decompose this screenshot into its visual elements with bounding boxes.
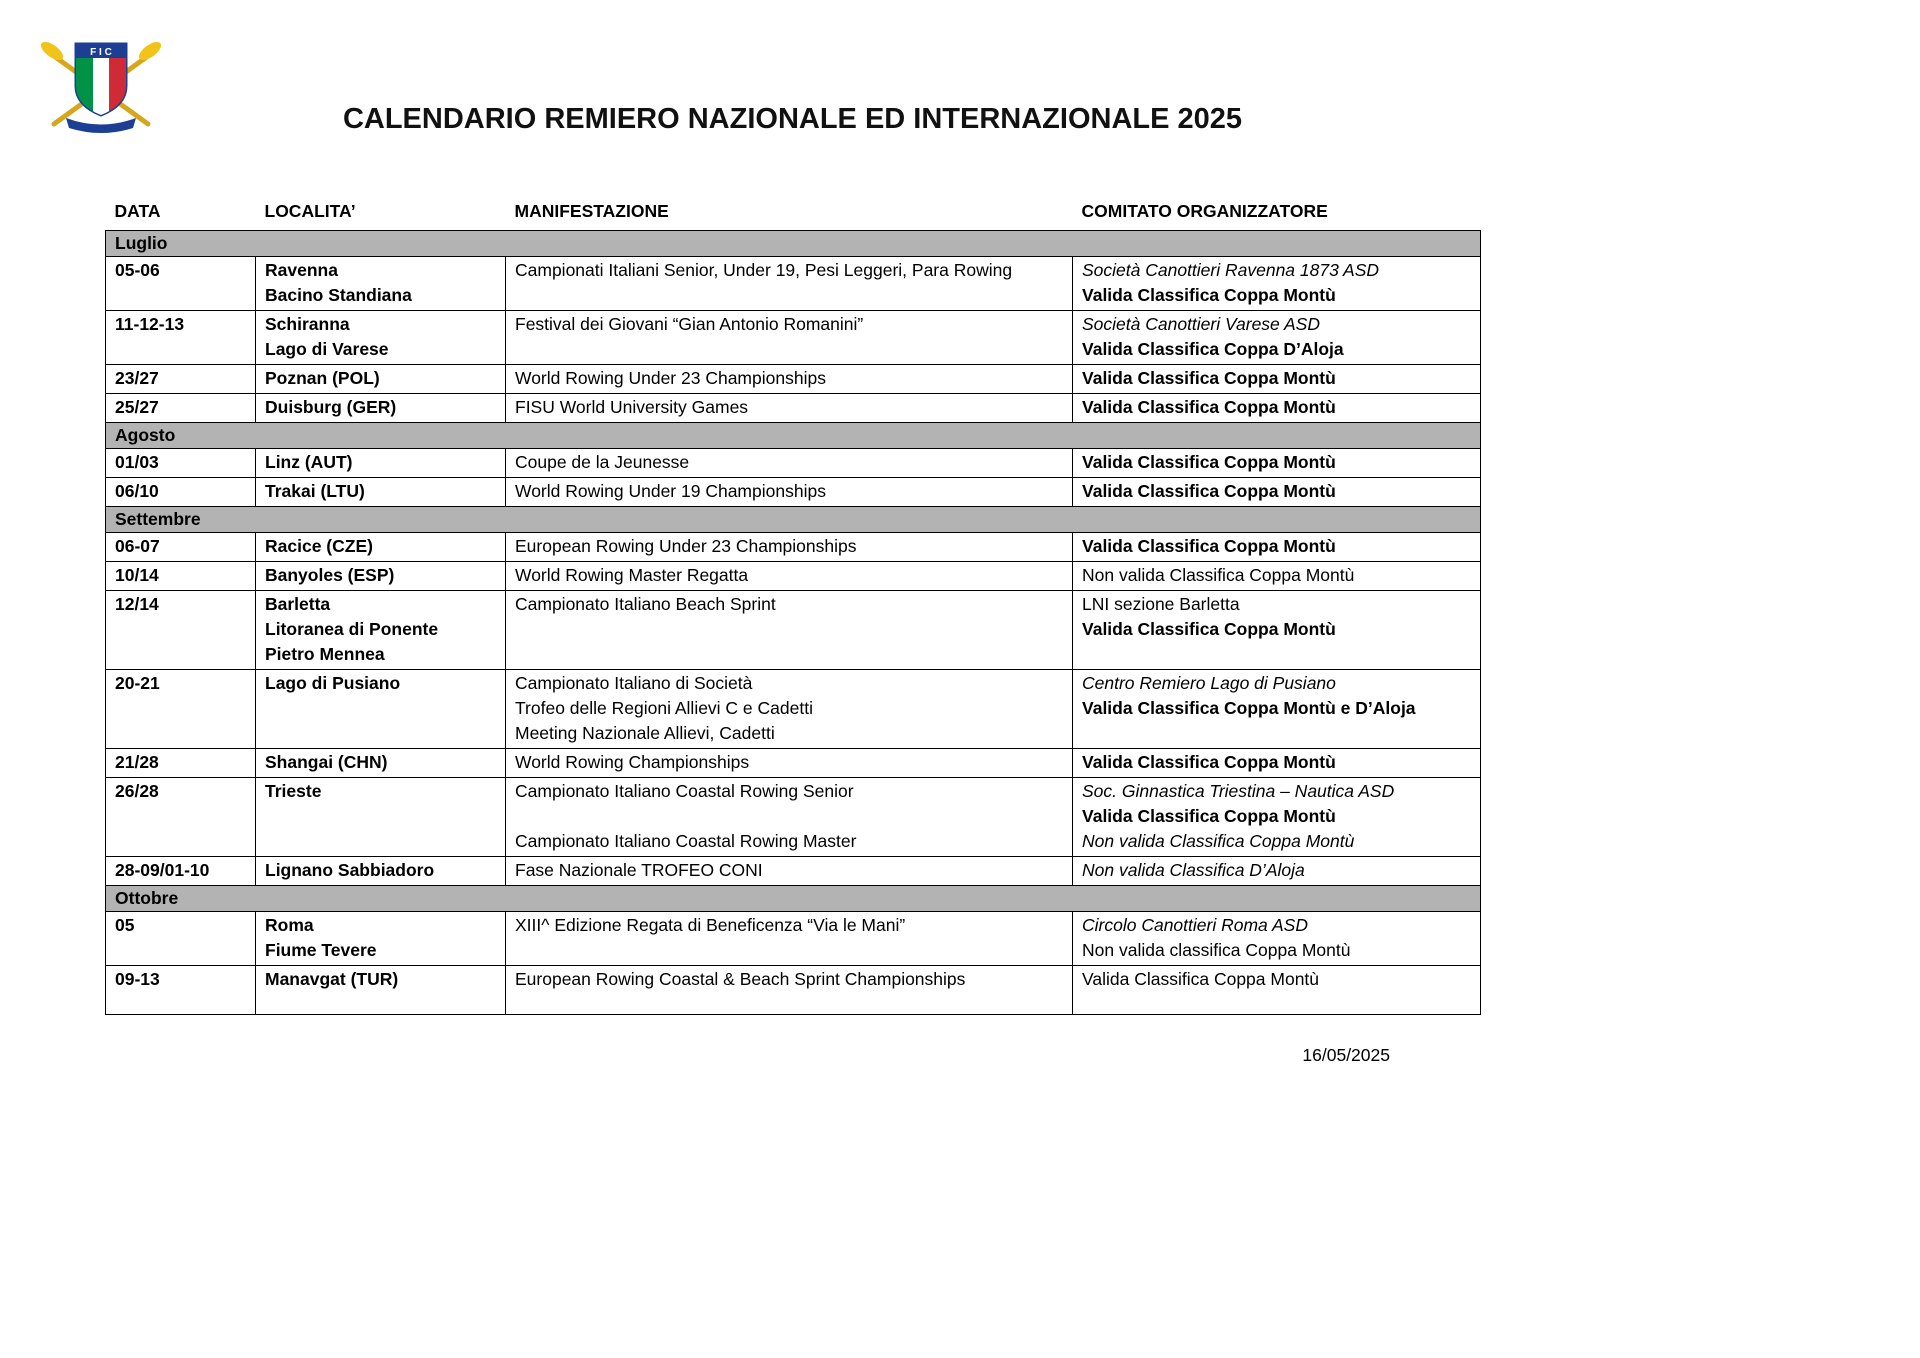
- cell-line: Festival dei Giovani “Gian Antonio Romanini”: [515, 314, 864, 334]
- cell-data: [106, 670, 256, 749]
- cell-manifestazione: [506, 778, 1073, 857]
- cell-data: [106, 562, 256, 591]
- cell-comitato: [1073, 591, 1481, 670]
- cell-line: Lago di Varese: [265, 339, 389, 359]
- cell-manifestazione: [506, 311, 1073, 365]
- footer-date: 16/05/2025: [1302, 1045, 1390, 1065]
- cell-manifestazione: [506, 533, 1073, 562]
- cell-localita: [256, 257, 506, 311]
- cell-line: Lignano Sabbiadoro: [265, 860, 435, 880]
- cell-line: Non valida Classifica D’Aloja: [1082, 860, 1305, 880]
- cell-line: Valida Classifica Coppa Montù: [1082, 397, 1336, 417]
- cell-data: [106, 478, 256, 507]
- cell-line: 09-13: [115, 969, 160, 989]
- cell-line: Valida Classifica Coppa Montù: [1082, 536, 1336, 556]
- cell-localita: [256, 394, 506, 423]
- cell-line: Valida Classifica Coppa Montù: [1082, 285, 1336, 305]
- cell-line: 20-21: [115, 673, 160, 693]
- table-row: [106, 449, 1481, 478]
- cell-line: European Rowing Coastal & Beach Sprint Championships: [515, 969, 966, 989]
- cell-line: World Rowing Under 23 Championships: [515, 368, 826, 388]
- cell-line: Fiume Tevere: [265, 940, 377, 960]
- cell-line: 21/28: [115, 752, 159, 772]
- cell-localita: [256, 857, 506, 886]
- cell-manifestazione: [506, 912, 1073, 966]
- cell-line: Fase Nazionale TROFEO CONI: [515, 860, 763, 880]
- cell-line: Valida Classifica Coppa Montù: [1082, 481, 1336, 501]
- cell-line: 05: [115, 915, 135, 935]
- cell-localita: [256, 365, 506, 394]
- cell-line: Coupe de la Jeunesse: [515, 452, 690, 472]
- cell-data: [106, 533, 256, 562]
- cell-manifestazione: [506, 449, 1073, 478]
- month-label: Settembre: [106, 507, 1481, 533]
- cell-localita: [256, 533, 506, 562]
- cell-manifestazione: [506, 966, 1073, 1015]
- cell-line: 06/10: [115, 481, 159, 501]
- cell-line: 06-07: [115, 536, 160, 556]
- cell-line: Valida Classifica Coppa Montù: [1082, 806, 1336, 826]
- cell-line: 25/27: [115, 397, 159, 417]
- cell-line: Linz (AUT): [265, 452, 353, 472]
- cell-manifestazione: [506, 562, 1073, 591]
- table-row: [106, 394, 1481, 423]
- cell-data: [106, 311, 256, 365]
- table-header-row: [106, 199, 1481, 231]
- logo-acronym: F I C: [90, 47, 112, 58]
- cell-line: Non valida Classifica Coppa Montù: [1082, 565, 1355, 585]
- cell-line: Manavgat (TUR): [265, 969, 399, 989]
- cell-comitato: [1073, 966, 1481, 1015]
- cell-line: 12/14: [115, 594, 159, 614]
- cell-comitato: [1073, 365, 1481, 394]
- month-row: [106, 886, 1481, 912]
- cell-line: 26/28: [115, 781, 159, 801]
- cell-line: Litoranea di Ponente: [265, 619, 439, 639]
- cell-manifestazione: [506, 591, 1073, 670]
- cell-line: LNI sezione Barletta: [1082, 594, 1240, 614]
- cell-data: [106, 365, 256, 394]
- cell-line: Meeting Nazionale Allievi, Cadetti: [515, 723, 775, 743]
- cell-data: [106, 912, 256, 966]
- cell-line: Soc. Ginnastica Triestina – Nautica ASD: [1082, 781, 1395, 801]
- cell-data: [106, 966, 256, 1015]
- cell-line: Circolo Canottieri Roma ASD: [1082, 915, 1308, 935]
- cell-line: Campionato Italiano Coastal Rowing Senior: [515, 781, 854, 801]
- cell-line: 28-09/01-10: [115, 860, 210, 880]
- cell-localita: [256, 449, 506, 478]
- calendar-table: [105, 199, 1481, 1015]
- cell-comitato: [1073, 394, 1481, 423]
- cell-data: [106, 257, 256, 311]
- cell-line: Trakai (LTU): [265, 481, 365, 501]
- cell-comitato: [1073, 478, 1481, 507]
- table-row: [106, 778, 1481, 857]
- cell-line: [515, 804, 1063, 829]
- cell-line: Non valida classifica Coppa Montù: [1082, 940, 1351, 960]
- column-header-comitato: COMITATO ORGANIZZATORE: [1081, 201, 1328, 221]
- cell-line: Centro Remiero Lago di Pusiano: [1082, 673, 1336, 693]
- document-content: [105, 0, 1480, 1066]
- cell-manifestazione: [506, 857, 1073, 886]
- cell-line: FISU World University Games: [515, 397, 749, 417]
- cell-line: Società Canottieri Ravenna 1873 ASD: [1082, 260, 1380, 280]
- cell-line: Valida Classifica Coppa Montù: [1082, 368, 1336, 388]
- cell-line: Roma: [265, 915, 314, 935]
- cell-manifestazione: [506, 670, 1073, 749]
- cell-line: 11-12-13: [115, 314, 185, 334]
- cell-localita: [256, 562, 506, 591]
- cell-line: Banyoles (ESP): [265, 565, 395, 585]
- cell-data: [106, 591, 256, 670]
- table-header: [106, 199, 1481, 231]
- cell-comitato: [1073, 749, 1481, 778]
- cell-line: Trieste: [265, 781, 322, 801]
- cell-line: Valida Classifica Coppa Montù: [1082, 619, 1336, 639]
- cell-comitato: [1073, 778, 1481, 857]
- cell-line: Valida Classifica Coppa D’Aloja: [1082, 339, 1344, 359]
- cell-localita: [256, 749, 506, 778]
- cell-line: 23/27: [115, 368, 159, 388]
- cell-line: Società Canottieri Varese ASD: [1082, 314, 1320, 334]
- month-row: [106, 507, 1481, 533]
- cell-data: [106, 857, 256, 886]
- cell-line: Valida Classifica Coppa Montù: [1082, 752, 1336, 772]
- cell-line: Shangai (CHN): [265, 752, 388, 772]
- cell-line: Poznan (POL): [265, 368, 380, 388]
- cell-line: Duisburg (GER): [265, 397, 397, 417]
- table-row: [106, 670, 1481, 749]
- cell-localita: [256, 478, 506, 507]
- cell-comitato: [1073, 912, 1481, 966]
- cell-line: Valida Classifica Coppa Montù e D’Aloja: [1082, 698, 1416, 718]
- column-header-data: DATA: [114, 201, 161, 221]
- calendar-table-body: [106, 231, 1481, 1015]
- cell-localita: [256, 591, 506, 670]
- table-row: [106, 749, 1481, 778]
- cell-data: [106, 449, 256, 478]
- cell-line: Trofeo delle Regioni Allievi C e Cadetti: [515, 698, 813, 718]
- table-row: [106, 533, 1481, 562]
- cell-comitato: [1073, 562, 1481, 591]
- month-label: Luglio: [106, 231, 1481, 257]
- cell-line: Campionato Italiano Beach Sprint: [515, 594, 776, 614]
- cell-localita: [256, 966, 506, 1015]
- cell-line: Schiranna: [265, 314, 350, 334]
- month-label: Agosto: [106, 423, 1481, 449]
- table-row: [106, 478, 1481, 507]
- cell-localita: [256, 912, 506, 966]
- cell-data: [106, 749, 256, 778]
- cell-line: World Rowing Under 19 Championships: [515, 481, 826, 501]
- table-row: [106, 591, 1481, 670]
- page-title: CALENDARIO REMIERO NAZIONALE ED INTERNAZIONALE 2025: [342, 103, 1243, 135]
- cell-line: Bacino Standiana: [265, 285, 412, 305]
- cell-comitato: [1073, 449, 1481, 478]
- table-row: [106, 311, 1481, 365]
- cell-line: 10/14: [115, 565, 159, 585]
- cell-line: Pietro Mennea: [265, 644, 385, 664]
- cell-manifestazione: [506, 365, 1073, 394]
- cell-data: [106, 778, 256, 857]
- cell-comitato: [1073, 311, 1481, 365]
- column-header-manifestazione: MANIFESTAZIONE: [514, 201, 669, 221]
- table-row: [106, 365, 1481, 394]
- cell-comitato: [1073, 257, 1481, 311]
- table-row: [106, 257, 1481, 311]
- table-row: [106, 912, 1481, 966]
- cell-line: Valida Classifica Coppa Montù: [1082, 452, 1336, 472]
- cell-line: Non valida Classifica Coppa Montù: [1082, 831, 1355, 851]
- cell-line: World Rowing Master Regatta: [515, 565, 749, 585]
- cell-line: 05-06: [115, 260, 160, 280]
- cell-line: Campionato Italiano Coastal Rowing Master: [515, 831, 857, 851]
- table-row: [106, 562, 1481, 591]
- cell-manifestazione: [506, 257, 1073, 311]
- cell-line: World Rowing Championships: [515, 752, 750, 772]
- month-row: [106, 423, 1481, 449]
- cell-line: Barletta: [265, 594, 331, 614]
- month-row: [106, 231, 1481, 257]
- cell-manifestazione: [506, 478, 1073, 507]
- table-row: [106, 857, 1481, 886]
- cell-comitato: [1073, 533, 1481, 562]
- table-row: [106, 966, 1481, 1015]
- cell-comitato: [1073, 857, 1481, 886]
- cell-localita: [256, 778, 506, 857]
- cell-manifestazione: [506, 394, 1073, 423]
- cell-line: Lago di Pusiano: [265, 673, 401, 693]
- cell-line: Valida Classifica Coppa Montù: [1082, 969, 1320, 989]
- cell-line: Ravenna: [265, 260, 338, 280]
- cell-data: [106, 394, 256, 423]
- cell-line: Campionati Italiani Senior, Under 19, Pesi Leggeri, Para Rowing: [515, 260, 1013, 280]
- cell-line: XIII^ Edizione Regata di Beneficenza “Via le Mani”: [515, 915, 906, 935]
- cell-line: European Rowing Under 23 Championships: [515, 536, 857, 556]
- cell-manifestazione: [506, 749, 1073, 778]
- cell-line: Campionato Italiano di Società: [515, 673, 753, 693]
- cell-localita: [256, 311, 506, 365]
- cell-line: Racice (CZE): [265, 536, 373, 556]
- month-label: Ottobre: [106, 886, 1481, 912]
- cell-line: 01/03: [115, 452, 159, 472]
- column-header-localita: LOCALITA’: [264, 201, 356, 221]
- cell-localita: [256, 670, 506, 749]
- cell-comitato: [1073, 670, 1481, 749]
